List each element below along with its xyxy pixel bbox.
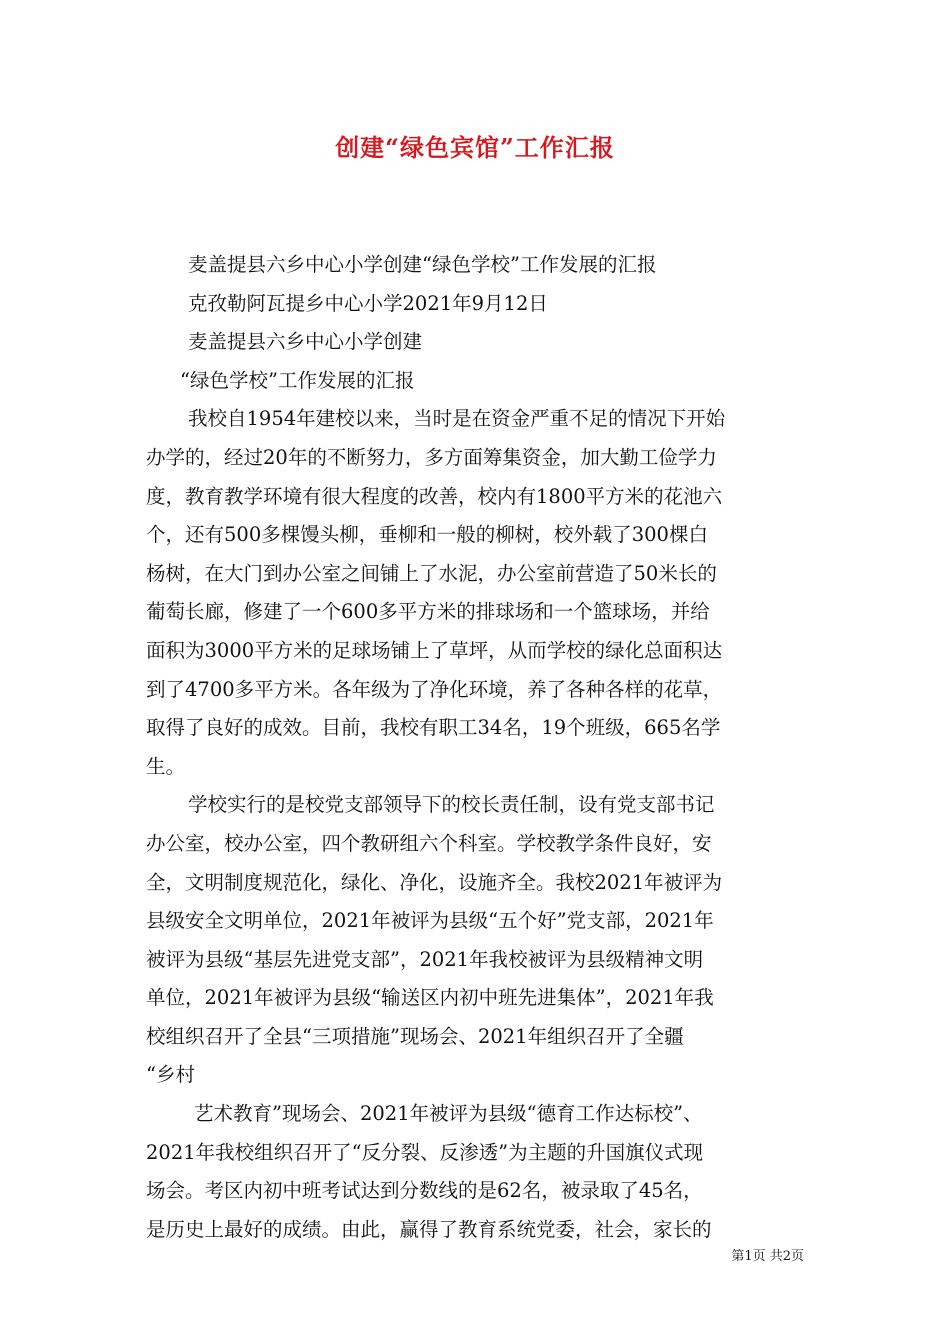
body-line: 面积为3000平方米的足球场铺上了草坪，从而学校的绿化总面积达	[146, 638, 723, 662]
body-line: 生。	[146, 754, 186, 778]
document-body	[146, 246, 810, 1249]
body-line: 取得了良好的成效。目前，我校有职工34名，19个班级，665名学	[146, 716, 721, 740]
body-line: 我校自1954年建校以来，当时是在资金严重不足的情况下开始	[188, 407, 726, 431]
body-line: 办学的，经过20年的不断努力，多方面筹集资金，加大勤工俭学力	[146, 445, 717, 469]
body-line: 校组织召开了全县“三项措施”现场会、2021年组织召开了全疆	[146, 1024, 684, 1048]
body-line: 县级安全文明单位，2021年被评为县级“五个好”党支部，2021年	[146, 909, 714, 933]
body-line: 学校实行的是校党支部领导下的校长责任制，设有党支部书记	[188, 793, 715, 817]
page-indicator: 第1页 共2页	[731, 1249, 804, 1264]
document-title: 创建“绿色宾馆”工作汇报	[335, 133, 615, 162]
body-line: 个，还有500多棵馒头柳，垂柳和一般的柳树，校外载了300棵白	[146, 523, 708, 547]
body-line: 麦盖提县六乡中心小学创建	[188, 330, 423, 354]
body-line: “乡村	[146, 1063, 195, 1087]
body-line: 场会。考区内初中班考试达到分数线的是62名，被录取了45名，	[146, 1179, 703, 1203]
body-line: 是历史上最好的成绩。由此，赢得了教育系统党委，社会，家长的	[146, 1217, 712, 1241]
body-line: 被评为县级“基层先进党支部”，2021年我校被评为县级精神文明	[146, 947, 704, 971]
body-line: 2021年我校组织召开了“反分裂、反渗透”为主题的升国旗仪式现	[146, 1140, 704, 1164]
body-line: 杨树，在大门到办公室之间铺上了水泥，办公室前营造了50米长的	[146, 561, 717, 585]
body-line: 全，文明制度规范化，绿化、净化，设施齐全。我校2021年被评为	[146, 870, 723, 894]
body-line: 克孜勒阿瓦提乡中心小学2021年9月12日	[188, 291, 548, 315]
body-line: 单位，2021年被评为县级“输送区内初中班先进集体”，2021年我	[146, 986, 714, 1010]
body-line: 办公室，校办公室，四个教研组六个科室。学校教学条件良好，安	[146, 831, 712, 855]
body-line: 到了4700多平方米。各年级为了净化环境，养了各种各样的花草，	[146, 677, 723, 701]
body-line: 艺术教育”现场会、2021年被评为县级“德育工作达标校”、	[194, 1102, 703, 1126]
body-line: 麦盖提县六乡中心小学创建“绿色学校”工作发展的汇报	[188, 253, 657, 276]
body-line: “绿色学校”工作发展的汇报	[180, 368, 415, 392]
body-line: 葡萄长廊，修建了一个600多平方米的排球场和一个篮球场，并给	[146, 600, 710, 624]
body-line: 度，教育教学环境有很大程度的改善，校内有1800平方米的花池六	[146, 484, 723, 508]
